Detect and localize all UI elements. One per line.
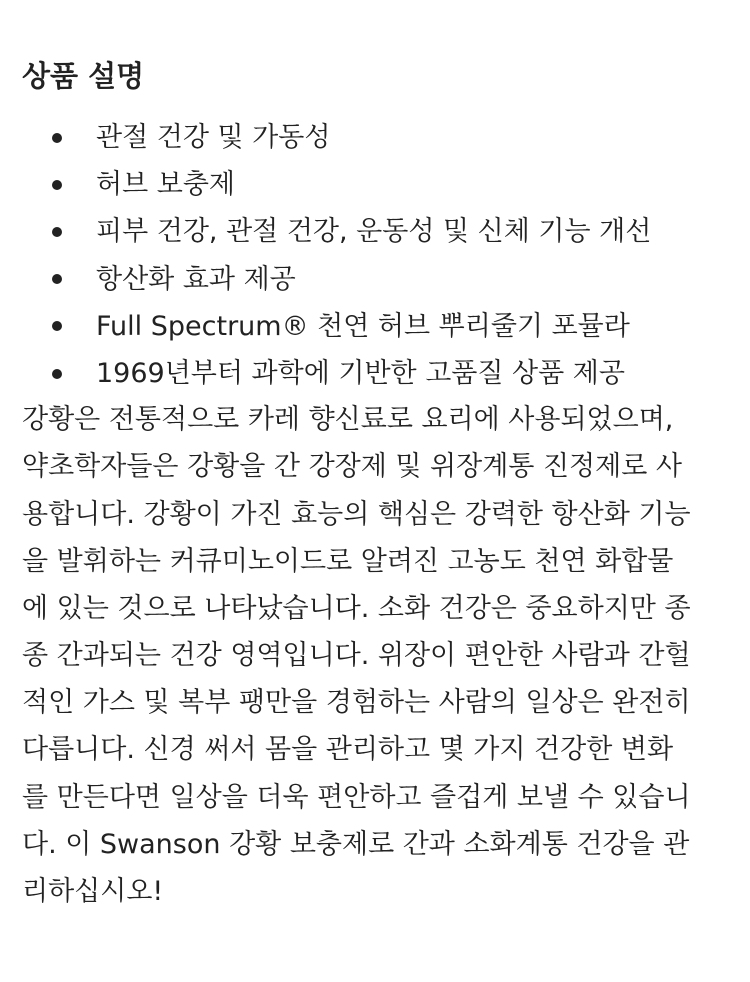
feature-text: 피부 건강, 관절 건강, 운동성 및 신체 기능 개선 — [96, 216, 652, 248]
bullet-icon — [52, 227, 62, 237]
description-line: 을 발휘하는 커큐미노이드로 알려진 고농도 천연 화합물 — [22, 545, 674, 577]
list-item — [22, 350, 722, 397]
bullet-icon — [52, 321, 62, 331]
description-paragraph — [22, 396, 722, 915]
bullet-icon — [52, 274, 62, 284]
feature-text: 1969년부터 과학에 기반한 고품질 상품 제공 — [96, 357, 625, 389]
description-line: 를 만든다면 일상을 더욱 편안하고 즐겁게 보낼 수 있습니 — [22, 781, 691, 813]
list-item — [22, 256, 722, 303]
list-item — [22, 303, 722, 350]
bullet-icon — [52, 369, 62, 379]
list-item — [22, 114, 722, 161]
product-description-section — [22, 52, 722, 915]
feature-text: 항산화 효과 제공 — [96, 263, 296, 295]
feature-text: 허브 보충제 — [96, 169, 235, 201]
bullet-icon — [52, 133, 62, 143]
description-line: 약초학자들은 강황을 간 강장제 및 위장계통 진정제로 사 — [22, 451, 682, 483]
description-line: 용합니다. 강황이 가진 효능의 핵심은 강력한 항산화 기능 — [22, 498, 691, 530]
description-line: 종 간과되는 건강 영역입니다. 위장이 편안한 사람과 간헐 — [22, 640, 691, 672]
description-line: 에 있는 것으로 나타났습니다. 소화 건강은 중요하지만 종 — [22, 592, 691, 624]
description-line: 다. 이 Swanson 강황 보충제로 간과 소화계통 건강을 관 — [22, 828, 690, 860]
description-line: 적인 가스 및 복부 팽만을 경험하는 사람의 일상은 완전히 — [22, 687, 691, 719]
bullet-icon — [52, 180, 62, 190]
feature-text: Full Spectrum® 천연 허브 뿌리줄기 포뮬라 — [96, 310, 630, 342]
description-line: 리하십시오! — [22, 876, 164, 907]
feature-text: 관절 건강 및 가동성 — [96, 122, 331, 153]
feature-list — [22, 114, 722, 397]
section-heading: 상품 설명 — [22, 59, 145, 93]
list-item — [22, 208, 722, 255]
list-item — [22, 161, 722, 208]
description-line: 다릅니다. 신경 써서 몸을 관리하고 몇 가지 건강한 변화 — [22, 734, 674, 766]
description-line: 강황은 전통적으로 카레 향신료로 요리에 사용되었으며, — [22, 404, 674, 436]
